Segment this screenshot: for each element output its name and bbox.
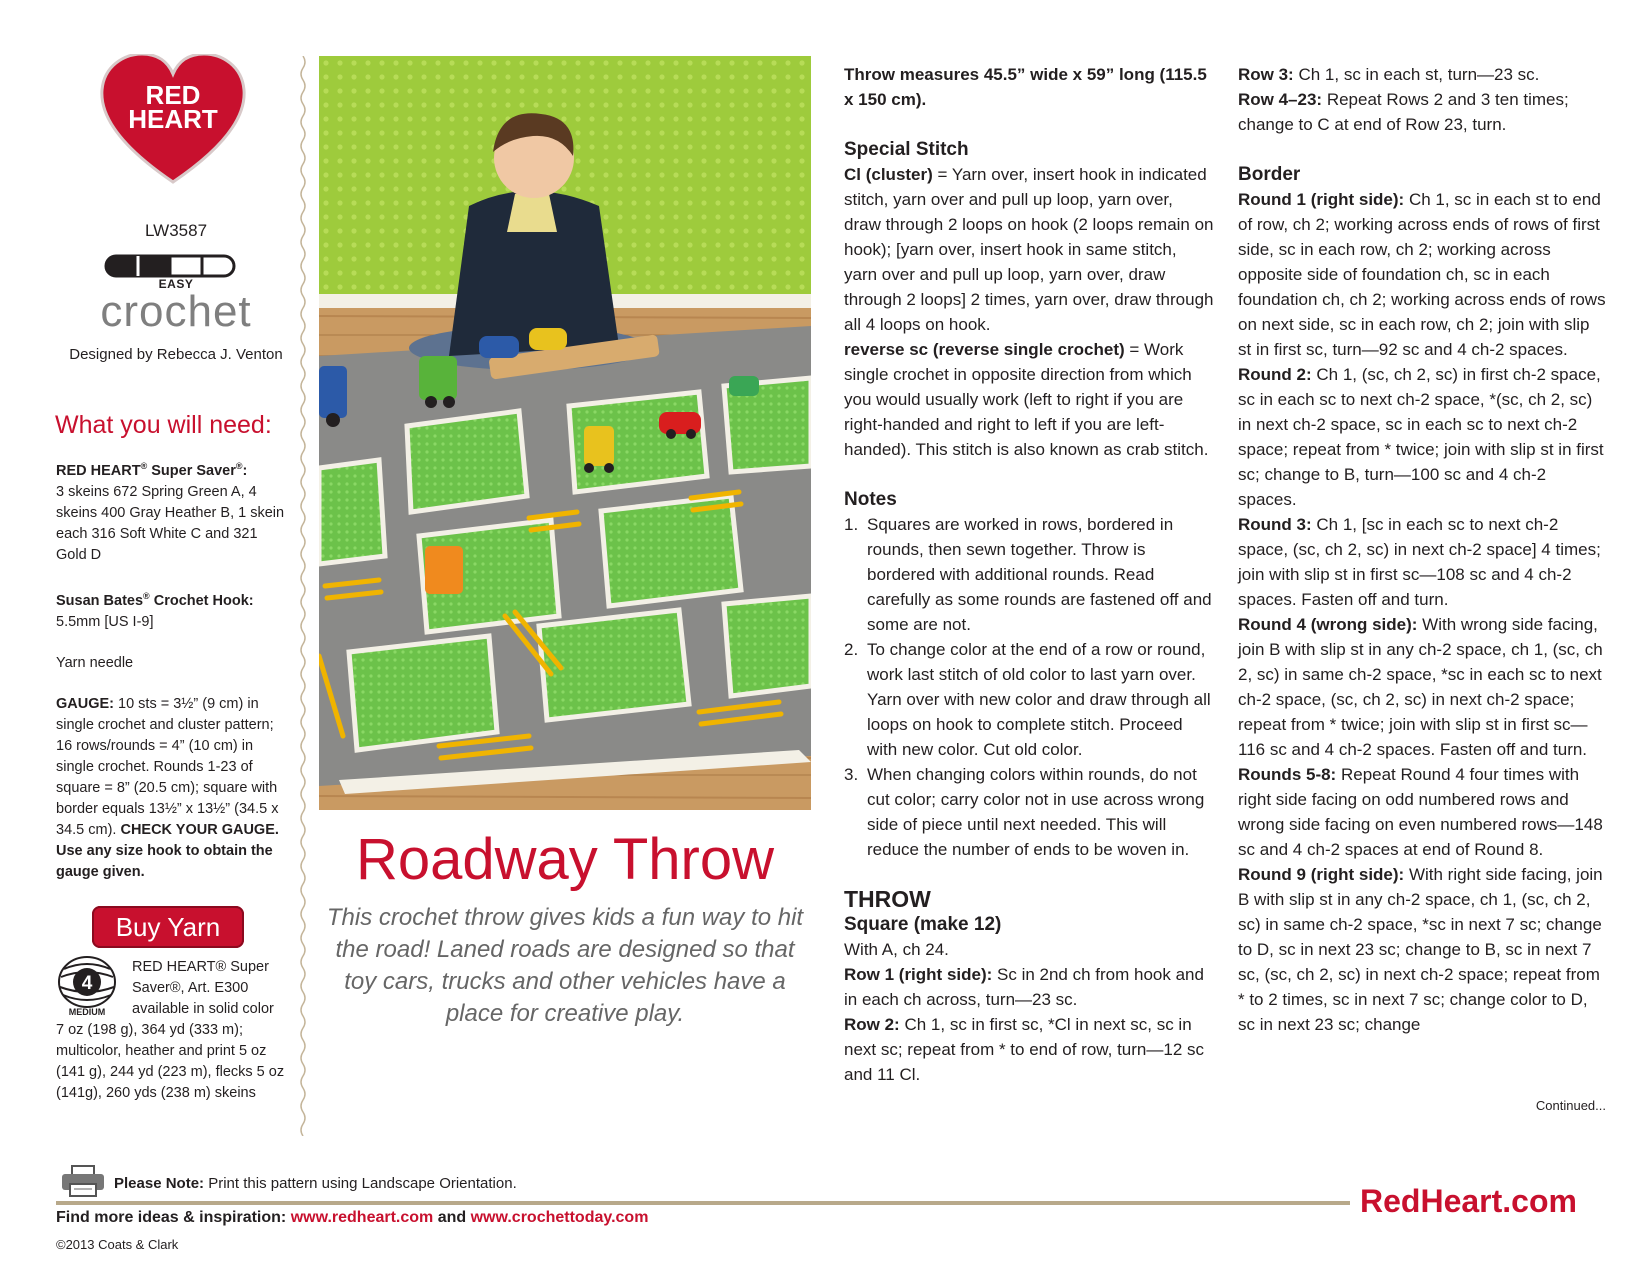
- yarn-info-line2: Saver®, Art. E300: [132, 980, 249, 996]
- note-item: 2. To change color at the end of a row or round, work last stitch of old color to last yarn over. Yarn over with new color and draw through all loops on hook to complete stitch. Proceed with new color. Cut old color.: [844, 640, 1211, 759]
- logo-text-red: RED: [145, 80, 201, 110]
- logo-text-heart: HEART: [128, 104, 218, 134]
- cluster-text: = Yarn over, insert hook in indicated stitch, yarn over and pull up loop, yarn over, draw through 2 loops on hook (2 loops remain on hook); [yarn over, insert hook in same stitch, yarn over and pull up loop, yarn over, draw through 2 loops] 2 times, yarn over, draw through all 4 loops on hook.: [844, 165, 1214, 334]
- special-stitch-heading: Special Stitch: [844, 139, 969, 160]
- reverse-sc-stitch: [844, 337, 1214, 462]
- hook-product: Crochet Hook:: [149, 592, 254, 609]
- crochettoday-link[interactable]: www.crochettoday.com: [470, 1209, 649, 1226]
- cluster-stitch: [844, 162, 1214, 337]
- note-item: 3. When changing colors within rounds, do not cut color; carry color not in use across wrong side of piece until next needed. This will reduce the number of ends to be woven in.: [844, 765, 1205, 859]
- rounds-5-8: Rounds 5-8: Repeat Round 4 four times with right side facing on odd numbered rows and wrong side facing on even numbered rows—148 sc and 4 ch-2 spaces at end of Round 8.: [1238, 765, 1603, 859]
- designer-credit: Designed by Rebecca J. Venton: [69, 346, 283, 363]
- yarn-info-line1: RED HEART® Super: [132, 959, 269, 975]
- product-photo: [319, 56, 811, 810]
- round-9: Round 9 (right side): With right side facing, join B with slip st in any ch-2 space, ch 1, (sc, ch 2, sc) in same ch-2 space, *sc in next 7 sc; change to D, sc in next 23 sc; change to B, sc in next 7 sc, (sc, ch 2, sc) in next ch-2 space; repeat from * to 2 times, sc in next 7 sc; change color to D, sc in next 23 sc; change: [1238, 865, 1603, 1034]
- materials-heading: What you will need:: [55, 411, 272, 439]
- instructions-column-2: [1238, 62, 1606, 1037]
- yarn-info: [56, 957, 292, 1104]
- copyright: ©2013 Coats & Clark: [56, 1237, 179, 1252]
- skill-level-icon: [104, 252, 236, 280]
- notes-heading: Notes: [844, 489, 897, 510]
- gauge-label: GAUGE:: [56, 695, 114, 712]
- site-link[interactable]: RedHeart.com: [1360, 1183, 1577, 1219]
- yarn-info-rest: 7 oz (198 g), 364 yd (333 m); multicolor, heather and print 5 oz (141 g), 244 yd (223 m), flecks 5 oz (141g), 260 yds (238 m) skeins: [56, 1022, 285, 1101]
- craft-type: crochet: [100, 287, 252, 336]
- instructions-column-1: [844, 62, 1214, 1087]
- yarn-info-line3: available in solid color: [132, 1001, 274, 1017]
- gauge-info: [56, 694, 288, 883]
- square-heading: Square (make 12): [844, 914, 1002, 935]
- throw-heading: THROW: [844, 886, 931, 912]
- border-heading: Border: [1238, 164, 1301, 185]
- round-3: Round 3: Ch 1, [sc in each sc to next ch-2 space, (sc, ch 2, sc) in next ch-2 space] 4 times; join with slip st in first sc—108 sc and 4 ch-2 spaces. Fasten off and turn.: [1238, 515, 1601, 609]
- round-2: Round 2: Ch 1, (sc, ch 2, sc) in first ch-2 space, sc in each sc to next ch-2 space, *(sc, ch 2, sc) in next ch-2 space, sc in each sc to next ch-2 space; repeat from * twice; join with slip st in first sc; change to B, turn—100 sc and 4 ch-2 spaces.: [1238, 365, 1604, 509]
- round-1: Round 1 (right side): Ch 1, sc in each st to end of row, ch 2; working across ends of rows of first side, sc in each row, ch 2; working across opposite side of foundation ch, sc in each foundation ch, ch 2; working across ends of rows on next side, sc in each row, ch 2; join with slip st in first sc, turn—92 sc and 4 ch-2 spaces.: [1238, 190, 1606, 359]
- hook-requirement: Susan Bates® Crochet Hook: 5.5mm [US I-9]: [56, 590, 254, 630]
- yarn-brand: RED HEART: [56, 462, 141, 479]
- find-more-label: Find more ideas & inspiration:: [56, 1209, 287, 1226]
- pattern-description: This crochet throw gives kids a fun way to hit the road! Laned roads are designed so that toy cars, trucks and other vehicles have a place for creative play.: [326, 904, 804, 1027]
- hook-brand: Susan Bates: [56, 592, 144, 609]
- finished-size: Throw measures 45.5” wide x 59” long (115.5 x 150 cm).: [844, 65, 1207, 109]
- wavy-divider: [299, 56, 307, 1136]
- reverse-sc-text: = Work single crochet in opposite direction from which you would usually work (left to right if you are right-handed and right to left if you are left-handed). This stitch is also known as crab stitch.: [844, 340, 1209, 459]
- needle-requirement: Yarn needle: [56, 654, 134, 671]
- yarn-product: Super Saver: [147, 462, 236, 479]
- yarn-weight-label: MEDIUM: [68, 1007, 106, 1017]
- yarn-details: 3 skeins 672 Spring Green A, 4 skeins 400 Gray Heather B, 1 skein each 316 Soft White C and 321 Gold D: [56, 483, 285, 563]
- round-4: Round 4 (wrong side): With wrong side facing, join B with slip st in any ch-2 space, ch 1, (sc, ch 2, sc) in same ch-2 space, *sc in each sc to next ch-2 space, (sc, ch 2, sc) in next ch-2 space; repeat from * twice; join with slip st in first sc—116 sc and 4 ch-2 spaces. Fasten off and turn.: [1238, 615, 1603, 759]
- find-more-line: Find more ideas & inspiration: www.redheart.com and www.crochettoday.com: [56, 1209, 649, 1226]
- footer-divider: [56, 1201, 1350, 1205]
- materials-list: [56, 456, 288, 903]
- note-item: 1. Squares are worked in rows, bordered in rounds, then sewn together. Throw is bordered with additional rounds. Read carefully as some rounds are fastened off and some are not.: [844, 515, 1212, 634]
- redheart-link[interactable]: www.redheart.com: [290, 1209, 434, 1226]
- printer-icon: [60, 1164, 106, 1198]
- gauge-text: 10 sts = 3½” (9 cm) in single crochet and cluster pattern; 16 rows/rounds = 4” (10 cm) in single crochet. Rounds 1-23 of square = 8” (20.5 cm); square with border equals 13½” x 13½” (34.5 x 34.5 cm).: [56, 695, 279, 838]
- buy-yarn-button[interactable]: Buy Yarn: [92, 906, 244, 948]
- pattern-code: LW3587: [144, 221, 208, 240]
- yarn-requirement: RED HEART® Super Saver®: 3 skeins 672 Spring Green A, 4 skeins 400 Gray Heather B, 1 skein each 316 Soft White C and 321 Gold D: [56, 461, 285, 563]
- gauge-check: CHECK YOUR GAUGE. Use any size hook to obtain the gauge given.: [56, 821, 279, 880]
- rows-4-23: Row 4–23: Repeat Rows 2 and 3 ten times; change to C at end of Row 23, turn.: [1238, 90, 1569, 134]
- row-3: Row 3: Ch 1, sc in each st, turn—23 sc.: [1238, 65, 1540, 84]
- continued-label: Continued...: [1535, 1098, 1606, 1113]
- hook-size: 5.5mm [US I-9]: [56, 613, 154, 630]
- print-note: Please Note: Print this pattern using Landscape Orientation.: [114, 1175, 517, 1192]
- cluster-term: Cl (cluster): [844, 165, 933, 184]
- notes-list: [844, 512, 1214, 862]
- reverse-sc-term: reverse sc (reverse single crochet): [844, 340, 1125, 359]
- red-heart-logo[interactable]: [100, 54, 246, 184]
- pattern-title: Roadway Throw: [355, 827, 774, 892]
- row-1: Row 1 (right side): Sc in 2nd ch from hook and in each ch across, turn—23 sc.: [844, 965, 1204, 1009]
- yarn-weight-number: 4: [81, 973, 93, 994]
- row-2: Row 2: Ch 1, sc in first sc, *Cl in next sc, sc in next sc; repeat from * to end of row, turn—12 sc and 11 Cl.: [844, 1015, 1205, 1084]
- skill-level-label: EASY: [158, 277, 194, 291]
- foundation-chain: With A, ch 24.: [844, 940, 949, 959]
